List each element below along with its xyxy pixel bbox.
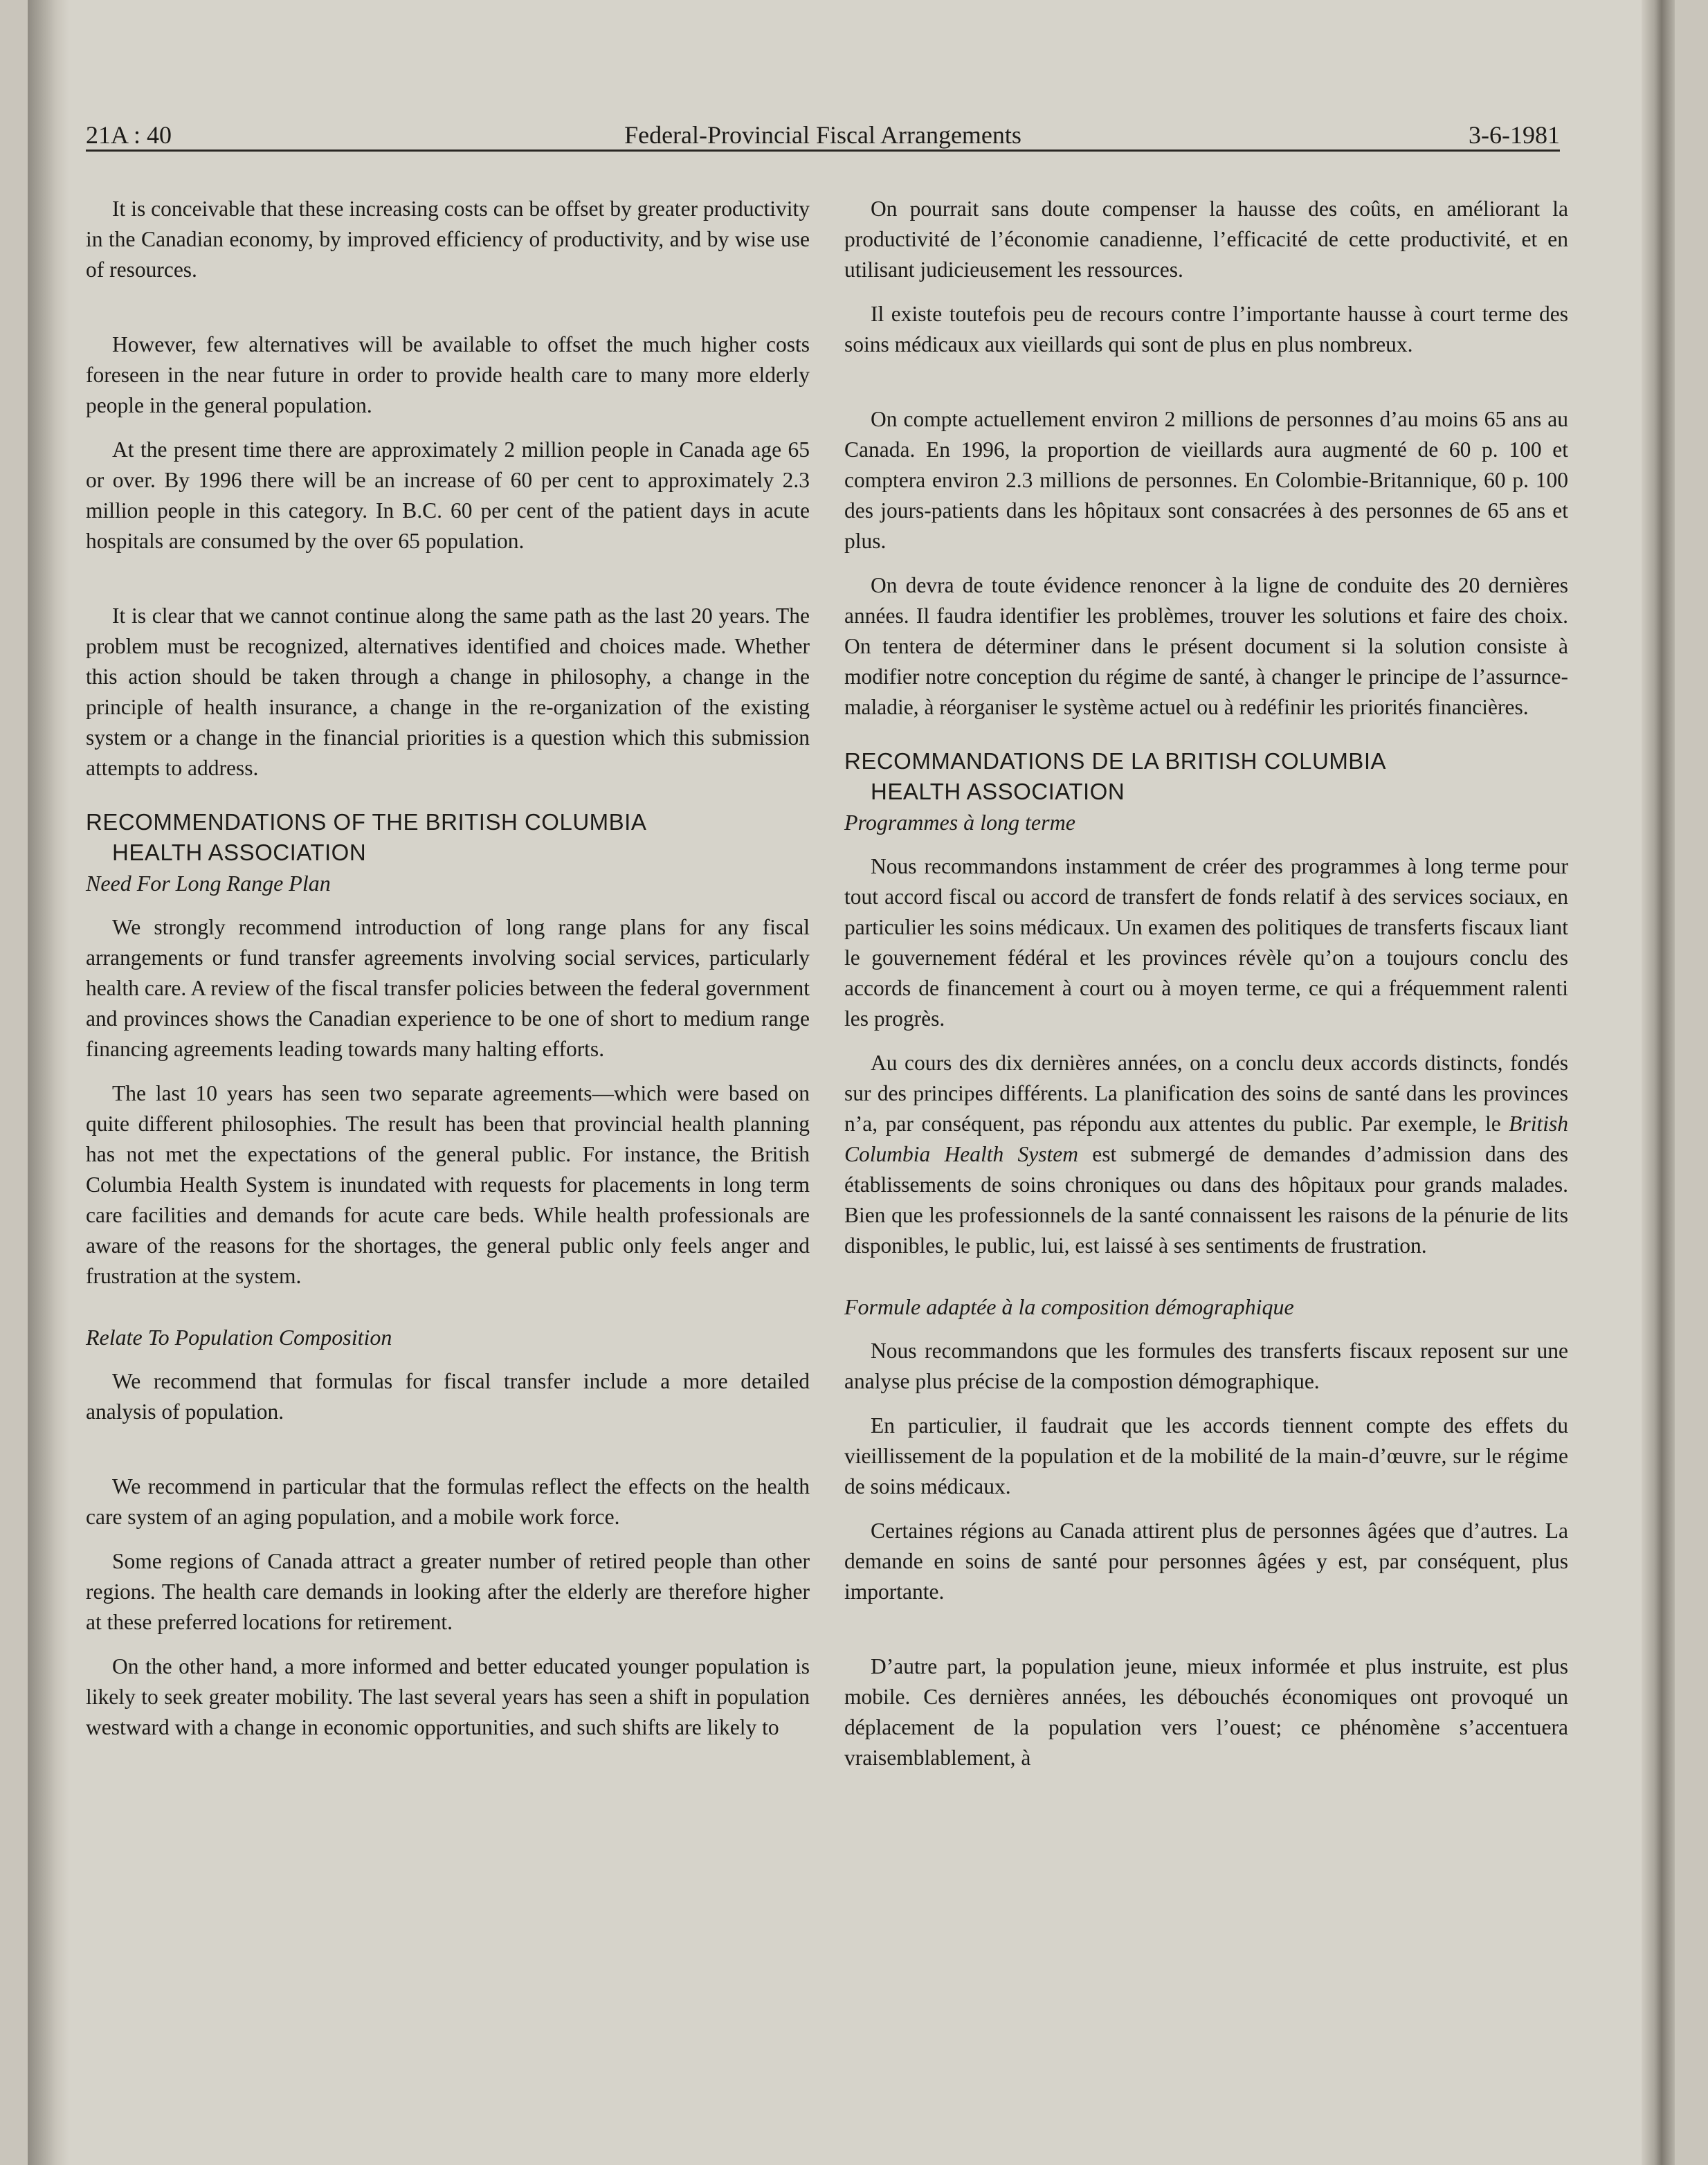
- en-paragraph-5: We strongly recommend introduction of long range plans for any fiscal arrangements or fund transfer agreements involving social services, particularly health care. A review of the fiscal transfer policies between the federal government and provinces shows the Canadian experience to be one of short to medium range financing agreements leading towards many halting efforts.: [86, 915, 810, 1061]
- fr-paragraph-6-part-b: est submergé de demandes d’admission dans des établissements de soins chroniques ou dans des hôpitaux pour grands malades. Bien que les professionnels de la santé connaissent les raisons de la pénurie de lits disponibles, le public, lui, est laissé à ses sentiments de frustration.: [844, 1142, 1568, 1258]
- en-paragraph-6: The last 10 years has seen two separate agreements—which were based on quite different philosophies. The result has been that provincial health planning has not met the expectations of the general public. For instance, the British Columbia Health System is inundated with requests for placements in long term care facilities and demands for acute care beds. While health professionals are aware of the reasons for the shortages, the general public only feels anger and frustration at the system.: [86, 1081, 810, 1288]
- en-paragraph-3: At the present time there are approximately 2 million people in Canada age 65 or over. By 1996 there will be an increase of 60 per cent to approximately 2.3 million people in this category. In B.C. 60 per cent of the patient days in acute hospitals are consumed by the over 65 population.: [86, 437, 810, 553]
- en-paragraph-10: On the other hand, a more informed and better educated younger population is likely to seek greater mobility. The last several years has seen a shift in population westward with a change in economic opportunities, and such shifts are likely to: [86, 1654, 810, 1739]
- page-edge: [1642, 0, 1675, 2165]
- fr-paragraph-8: En particulier, il faudrait que les accords tiennent compte des effets du vieillissement de la population et de la mobilité de la main-d’œuvre, sur le régime de soins médicaux.: [844, 1413, 1568, 1498]
- en-paragraph-9: Some regions of Canada attract a greater number of retired people than other regions. The health care demands in looking after the elderly are therefore higher at these preferred locations for retirement.: [86, 1549, 810, 1634]
- en-paragraph-1: It is conceivable that these increasing costs can be offset by greater productivity in the Canadian economy, by improved efficiency of productivity, and by wise use of resources.: [86, 197, 810, 282]
- en-heading-line-2: HEALTH ASSOCIATION: [112, 840, 367, 865]
- fr-heading-line-2: HEALTH ASSOCIATION: [871, 779, 1125, 804]
- fr-paragraph-9: Certaines régions au Canada attirent plus de personnes âgées que d’autres. La demande en soins de santé pour personnes âgées y est, par conséquent, plus importante.: [844, 1519, 1568, 1604]
- en-section-heading: [86, 807, 810, 868]
- en-paragraph-8: We recommend in particular that the formulas reflect the effects on the health care system of an aging population, and a mobile work force.: [86, 1474, 810, 1529]
- header-rule: [86, 150, 1560, 152]
- fr-paragraph-6-italic: British Columbia Health System: [844, 1112, 1568, 1166]
- en-subheading-long-range: Need For Long Range Plan: [86, 871, 331, 896]
- fr-paragraph-6: [844, 1048, 1568, 1261]
- header-date: 3-6-1981: [1469, 121, 1560, 149]
- french-column: [844, 194, 1568, 1773]
- en-heading-line-1: RECOMMENDATIONS OF THE BRITISH COLUMBIA: [86, 809, 647, 835]
- fr-heading-line-1: RECOMMANDATIONS DE LA BRITISH COLUMBIA: [844, 748, 1386, 774]
- fr-paragraph-2: Il existe toutefois peu de recours contre l’importante hausse à court terme des soins médicaux aux vieillards qui sont de plus en plus nombreux.: [844, 302, 1568, 356]
- fr-subheading-long-term: Programmes à long terme: [844, 810, 1075, 835]
- fr-paragraph-3: On compte actuellement environ 2 millions de personnes d’au moins 65 ans au Canada. En 1996, la proportion de vieillards aura augmenté de 60 p. 100 et comptera environ 2.3 millions de personnes. En Colombie-Britannique, 60 p. 100 des jours-patients dans les hôpitaux sont consacrées à des personnes de 65 ans et plus.: [844, 407, 1568, 553]
- english-column: [86, 194, 810, 1743]
- fr-subheading-demographic: Formule adaptée à la composition démographique: [844, 1294, 1294, 1319]
- binding-gutter: [28, 0, 69, 2165]
- fr-section-heading: [844, 746, 1568, 807]
- fr-paragraph-10: D’autre part, la population jeune, mieux informée et plus instruite, est plus mobile. Ces dernières années, les débouchés économiques ont provoqué un déplacement de la population vers l’ouest; ce phénomène s’accentuera vraisemblablement, à: [844, 1654, 1568, 1770]
- page-number: 21A : 40: [86, 121, 172, 149]
- en-paragraph-4: It is clear that we cannot continue along the same path as the last 20 years. The problem must be recognized, alternatives identified and choices made. Whether this action should be taken through a change in philosophy, a change in the principle of health insurance, a change in the re-organization of the existing system or a change in the financial priorities is a question which this submission attempts to address.: [86, 604, 810, 780]
- fr-paragraph-7: Nous recommandons que les formules des transferts fiscaux reposent sur une analyse plus précise de la compostion démographique.: [844, 1339, 1568, 1393]
- fr-paragraph-5: Nous recommandons instamment de créer des programmes à long terme pour tout accord fiscal ou accord de transfert de fonds relatif à des services sociaux, en particulier les soins médicaux. Un examen des politiques de transferts fiscaux liant le gouvernement fédéral et les provinces révèle qu’on a toujours conclu des accords de financement à court ou à moyen terme, ce qui a fréquemment ralenti les progrès.: [844, 854, 1568, 1031]
- en-paragraph-2: However, few alternatives will be available to offset the much higher costs foreseen in the near future in order to provide health care to many more elderly people in the general population.: [86, 332, 810, 417]
- en-subheading-population: Relate To Population Composition: [86, 1325, 392, 1350]
- fr-paragraph-1: On pourrait sans doute compenser la hausse des coûts, en améliorant la productivité de l’économie canadienne, l’efficacité de cette productivité, et en utilisant judicieusement les ressources.: [844, 197, 1568, 282]
- en-paragraph-7: We recommend that formulas for fiscal transfer include a more detailed analysis of population.: [86, 1369, 810, 1424]
- fr-paragraph-4: On devra de toute évidence renoncer à la ligne de conduite des 20 dernières années. Il faudra identifier les problèmes, trouver les solutions et faire des choix. On tentera de déterminer dans le présent document si la solution consiste à modifier notre conception du régime de santé, à changer le principe de l’assurnce-maladie, à réorganiser le système actuel ou à redéfinir les priorités financières.: [844, 573, 1568, 719]
- running-title: Federal-Provincial Fiscal Arrangements: [624, 121, 1021, 149]
- fr-paragraph-6-part-a: Au cours des dix dernières années, on a conclu deux accords distincts, fondés sur des principes différents. La planification des soins de santé dans les provinces n’a, par conséquent, pas répondu aux attentes du public. Par exemple, le: [844, 1051, 1568, 1136]
